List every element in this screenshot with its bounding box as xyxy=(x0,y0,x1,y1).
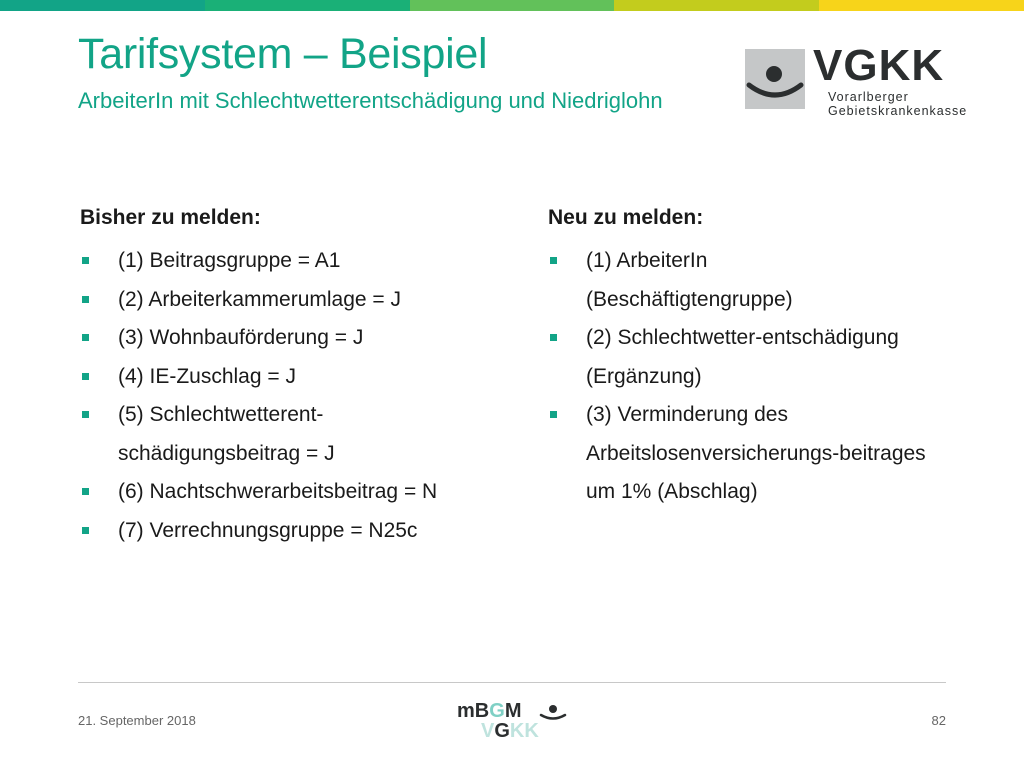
eye-smile-icon xyxy=(541,705,565,719)
footer-divider xyxy=(78,682,946,683)
vgkk-logo xyxy=(745,41,968,118)
list-item-text: (7) Verrechnungsgruppe = N25c xyxy=(118,518,418,542)
bullet-icon xyxy=(82,527,89,534)
list-item-text: (2) Schlechtwetter-entschädigung (Ergänzung) xyxy=(586,326,899,388)
footer-date: 21. September 2018 xyxy=(78,713,196,728)
bullet-icon xyxy=(82,373,89,380)
list-item xyxy=(80,319,500,358)
list-item-text: (5) Schlechtwetterent-schädigungsbeitrag = J xyxy=(118,403,335,465)
color-bar-segment xyxy=(205,0,410,11)
list-item xyxy=(80,281,500,320)
list-item-text: (3) Verminderung des Arbeitslosenversicherungs-beitrages um 1% (Abschlag) xyxy=(586,403,926,503)
list-item xyxy=(80,396,408,473)
color-bar-segment xyxy=(614,0,819,11)
eye-smile-icon xyxy=(745,49,805,109)
right-column xyxy=(548,203,948,512)
mbgm-logo-top: mBGM xyxy=(457,700,522,722)
color-bar-segment xyxy=(0,0,205,11)
list-item-text: (4) IE-Zuschlag = J xyxy=(118,364,296,388)
list-item xyxy=(548,319,916,396)
list-item-text: (1) ArbeiterIn (Beschäftigtengruppe) xyxy=(586,249,793,311)
left-list xyxy=(80,242,500,550)
list-item-text: (3) Wohnbauförderung = J xyxy=(118,326,364,349)
bullet-icon xyxy=(82,257,89,264)
bullet-icon xyxy=(550,257,557,264)
color-bar xyxy=(0,0,1024,11)
list-item xyxy=(80,473,528,512)
page-number: 82 xyxy=(931,713,946,728)
list-item xyxy=(548,242,836,319)
bullet-icon xyxy=(550,411,557,418)
bullet-icon xyxy=(82,411,89,418)
list-item-text: (1) Beitragsgruppe = A1 xyxy=(118,249,341,272)
color-bar-segment xyxy=(819,0,1024,11)
color-bar-segment xyxy=(410,0,615,11)
list-item-text: (6) Nachtschwerarbeitsbeitrag = N xyxy=(118,480,438,503)
left-column xyxy=(80,203,500,550)
logo-subtitle-line2: Gebietskrankenkasse xyxy=(828,104,968,118)
list-item xyxy=(80,512,500,551)
logo-subtitle-line1: Vorarlberger xyxy=(828,90,909,104)
list-item xyxy=(548,396,936,512)
bullet-icon xyxy=(82,334,89,341)
mbgm-logo xyxy=(455,694,575,744)
list-item xyxy=(80,242,500,281)
bullet-icon xyxy=(82,296,89,303)
right-list xyxy=(548,242,948,512)
mbgm-logo-bottom: VGKK xyxy=(481,720,539,742)
left-heading: Bisher zu melden: xyxy=(80,206,261,229)
list-item xyxy=(80,358,500,397)
logo-subtitle xyxy=(828,90,967,118)
logo-wordmark: VGKK xyxy=(813,41,945,90)
right-heading: Neu zu melden: xyxy=(548,206,704,229)
bullet-icon xyxy=(82,488,89,495)
slide-subtitle: ArbeiterIn mit Schlechtwetterentschädigung und Niedriglohn xyxy=(78,88,663,113)
bullet-icon xyxy=(550,334,557,341)
list-item-text: (2) Arbeiterkammerumlage = J xyxy=(118,287,402,311)
slide-title: Tarifsystem – Beispiel xyxy=(78,30,488,78)
